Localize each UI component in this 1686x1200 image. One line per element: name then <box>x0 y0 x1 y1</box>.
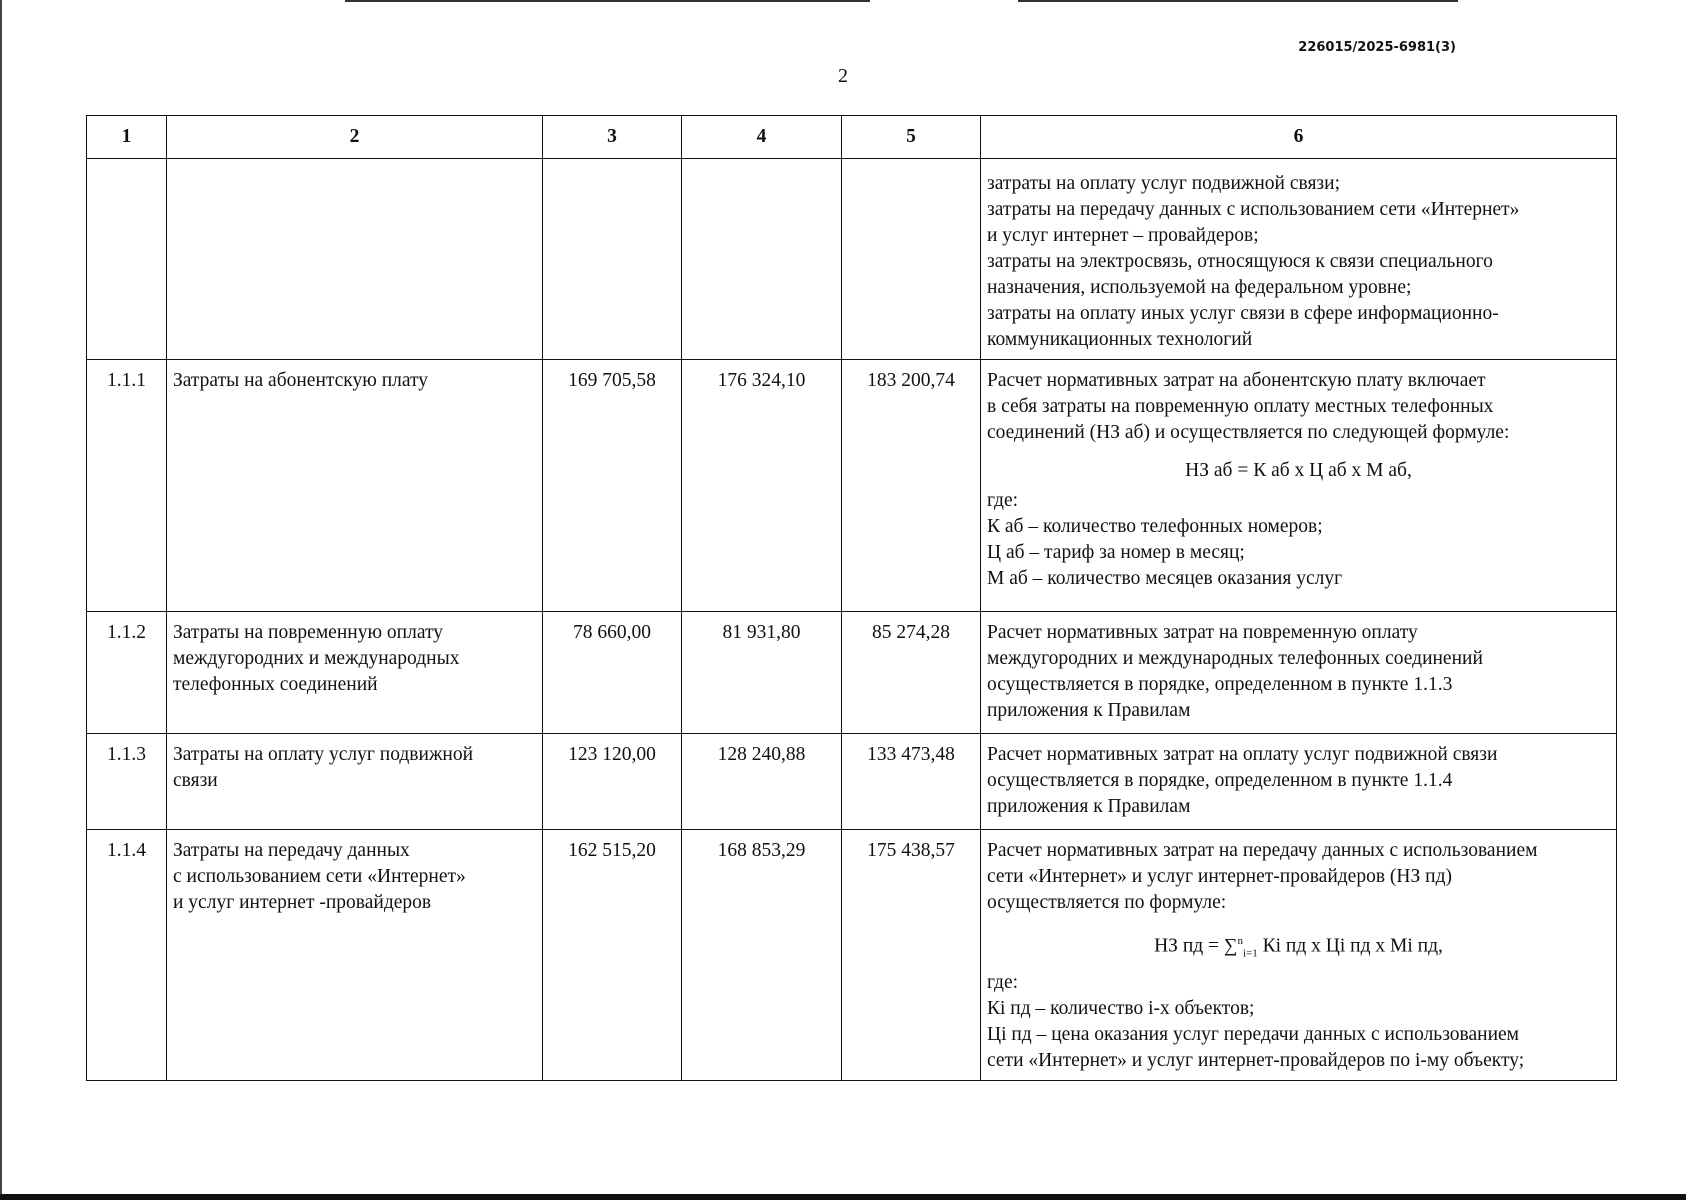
cell-empty <box>167 159 543 360</box>
table-row <box>87 734 1617 830</box>
cell-description <box>981 159 1617 360</box>
text-line: и услуг интернет – провайдеров; <box>987 225 1259 246</box>
text-line: осуществляется в порядке, определенном в пункте 1.1.3 <box>987 674 1453 695</box>
cell-empty <box>682 159 842 360</box>
text-line: Расчет нормативных затрат на повременную оплату <box>987 622 1418 643</box>
text-line: осуществляется по формуле: <box>987 892 1227 913</box>
column-header-5: 5 <box>842 116 981 159</box>
cell-value-year3: 133 473,48 <box>842 734 981 830</box>
cell-value-year1: 78 660,00 <box>543 612 682 734</box>
sum-symbol: ∑ <box>1223 935 1238 957</box>
cell-description <box>981 612 1617 734</box>
text-line: Расчет нормативных затрат на оплату услуг подвижной связи <box>987 744 1498 765</box>
formula: НЗ аб = К аб х Ц аб х М аб, <box>1185 460 1412 481</box>
scan-artifact-top-line-right <box>1018 0 1458 2</box>
scan-artifact-left-edge <box>0 0 2 1200</box>
cell-description <box>981 830 1617 1081</box>
text-line: телефонных соединений <box>173 674 378 695</box>
text-line: сети «Интернет» и услуг интернет-провайдеров (НЗ пд) <box>987 866 1452 887</box>
cell-empty <box>842 159 981 360</box>
table-row <box>87 830 1617 1081</box>
formula-lhs: НЗ пд = <box>1154 935 1224 957</box>
sum-limits <box>1237 928 1257 966</box>
text-line: затраты на электросвязь, относящуюся к связи специального <box>987 251 1493 272</box>
scan-artifact-top-line <box>345 0 870 2</box>
text-line: коммуникационных технологий <box>987 329 1253 350</box>
table-header-row <box>87 116 1617 159</box>
text-line: междугородних и международных телефонных соединений <box>987 648 1483 669</box>
text-line: междугородних и международных <box>173 648 460 669</box>
text-line: соединений (НЗ аб) и осуществляется по следующей формуле: <box>987 422 1510 443</box>
cell-value-year3: 175 438,57 <box>842 830 981 1081</box>
definition-line: сети «Интернет» и услуг интернет-провайдеров по i-му объекту; <box>987 1050 1525 1072</box>
scan-artifact-bottom-edge <box>0 1194 1686 1200</box>
page-number: 2 <box>838 65 848 87</box>
formula-rhs: Кi пд х Цi пд х Мi пд, <box>1257 935 1443 957</box>
column-header-2: 2 <box>167 116 543 159</box>
definition-line: Ц аб – тариф за номер в месяц; <box>987 542 1245 563</box>
cell-item-number: 1.1.3 <box>87 734 167 830</box>
text-line: осуществляется в порядке, определенном в пункте 1.1.4 <box>987 770 1453 791</box>
text-line: в себя затраты на повременную оплату местных телефонных <box>987 396 1494 417</box>
cell-value-year3: 85 274,28 <box>842 612 981 734</box>
text-line: приложения к Правилам <box>987 700 1191 721</box>
sum-lower-limit: i=1 <box>1242 947 1258 960</box>
cell-value-year3: 183 200,74 <box>842 360 981 612</box>
cell-item-name <box>167 612 543 734</box>
cell-item-number: 1.1.1 <box>87 360 167 612</box>
cell-value-year2: 128 240,88 <box>682 734 842 830</box>
column-header-6: 6 <box>981 116 1617 159</box>
cell-item-number: 1.1.2 <box>87 612 167 734</box>
column-header-4: 4 <box>682 116 842 159</box>
cell-item-number: 1.1.4 <box>87 830 167 1081</box>
cell-value-year1: 169 705,58 <box>543 360 682 612</box>
text-line: затраты на оплату услуг подвижной связи; <box>987 173 1340 194</box>
text-line: приложения к Правилам <box>987 796 1191 817</box>
text-line: связи <box>173 770 218 791</box>
cost-table <box>86 115 1617 1081</box>
text-line: затраты на передачу данных с использованием сети «Интернет» <box>987 199 1520 220</box>
definition-line: М аб – количество месяцев оказания услуг <box>987 568 1343 589</box>
column-header-3: 3 <box>543 116 682 159</box>
text-line: Затраты на повременную оплату <box>173 622 443 643</box>
definition-line: К аб – количество телефонных номеров; <box>987 516 1323 537</box>
where-label: где: <box>987 972 1019 994</box>
definition-line: Цi пд – цена оказания услуг передачи данных с использованием <box>987 1024 1520 1046</box>
text-line: Затраты на передачу данных <box>173 840 410 861</box>
cell-item-name <box>167 830 543 1081</box>
cell-value-year2: 176 324,10 <box>682 360 842 612</box>
where-label: где: <box>987 490 1019 511</box>
cell-value-year2: 81 931,80 <box>682 612 842 734</box>
sum-upper-limit: n <box>1237 935 1243 947</box>
text-line: и услуг интернет -провайдеров <box>173 892 432 913</box>
column-header-1: 1 <box>87 116 167 159</box>
table-row <box>87 612 1617 734</box>
text-line: Расчет нормативных затрат на передачу данных с использованием <box>987 840 1538 861</box>
definition-line: Кi пд – количество i-х объектов; <box>987 998 1255 1020</box>
cell-description <box>981 360 1617 612</box>
cell-value-year2: 168 853,29 <box>682 830 842 1081</box>
cell-description <box>981 734 1617 830</box>
table-row <box>87 360 1617 612</box>
cell-item-name <box>167 734 543 830</box>
formula-sum <box>987 928 1610 966</box>
cell-empty <box>543 159 682 360</box>
cell-value-year1: 123 120,00 <box>543 734 682 830</box>
cell-empty <box>87 159 167 360</box>
text-line: затраты на оплату иных услуг связи в сфере информационно- <box>987 303 1499 324</box>
cell-value-year1: 162 515,20 <box>543 830 682 1081</box>
document-number: 226015/2025-6981(3) <box>1298 40 1456 55</box>
table-row-continued <box>87 159 1617 360</box>
text-line: Расчет нормативных затрат на абонентскую плату включает <box>987 370 1486 391</box>
text-line: с использованием сети «Интернет» <box>173 866 466 887</box>
text-line: Затраты на оплату услуг подвижной <box>173 744 474 765</box>
cell-item-name: Затраты на абонентскую плату <box>167 360 543 612</box>
text-line: назначения, используемой на федеральном уровне; <box>987 277 1412 298</box>
